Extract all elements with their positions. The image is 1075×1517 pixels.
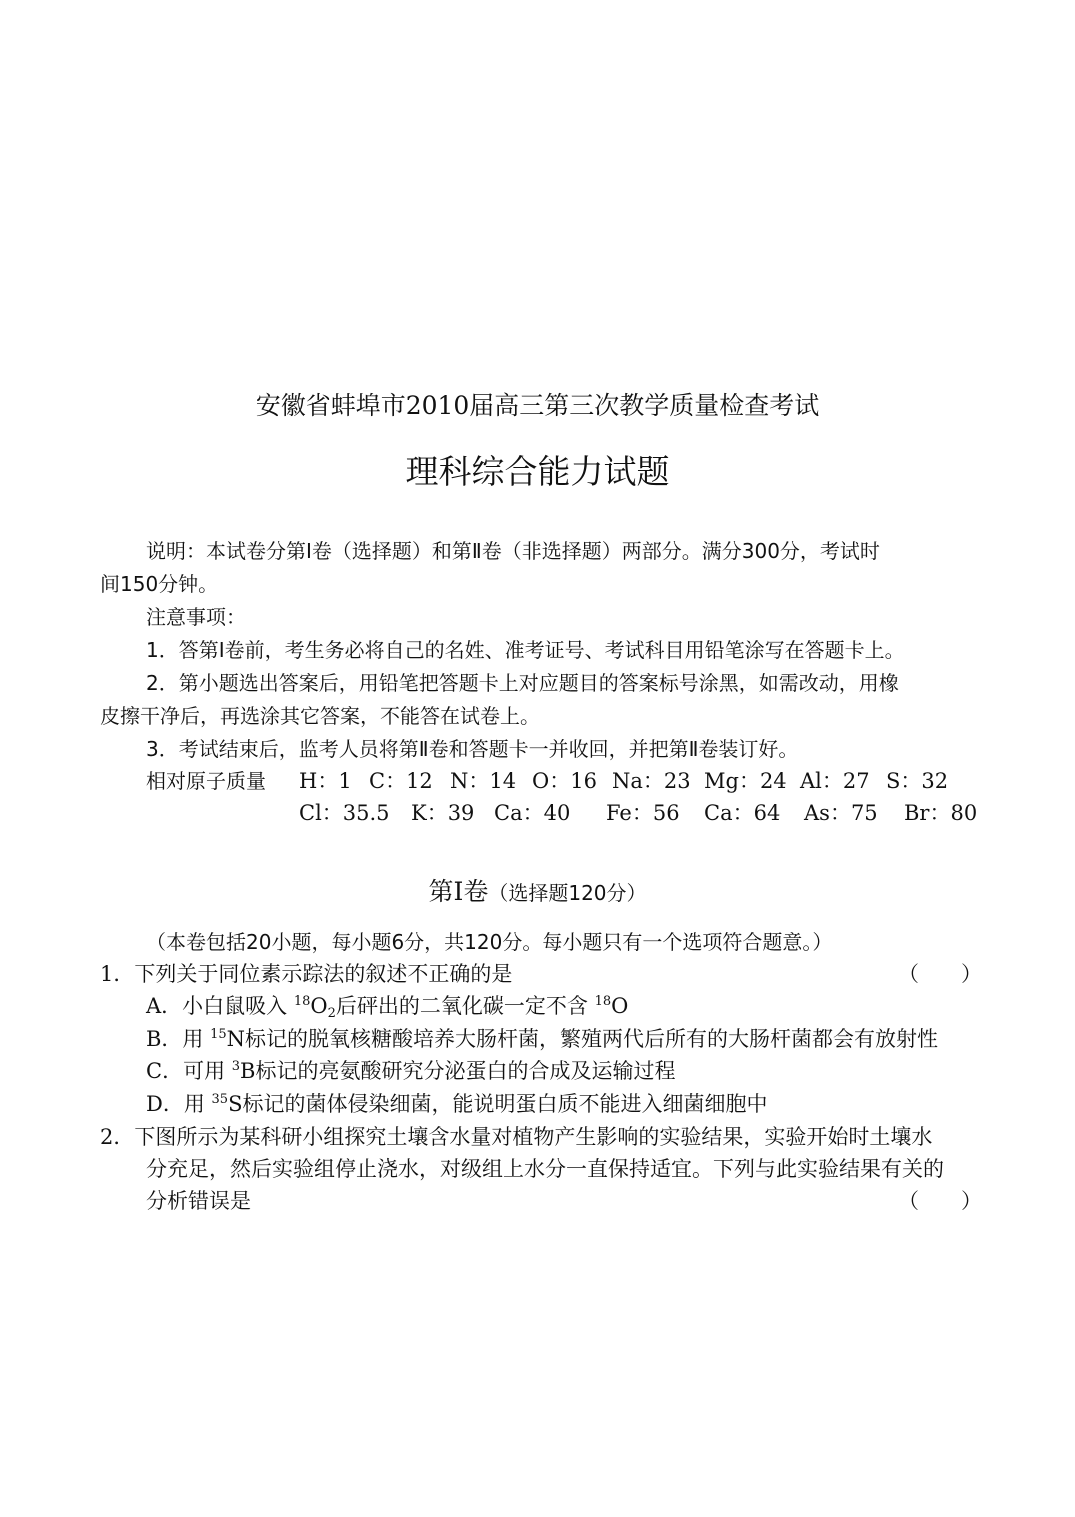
section-heading	[0, 875, 1075, 912]
question-1-option-b: B．用 $^{15}$N标记的脱氧核糖酸培养大肠杆菌，繁殖两代后所有的大肠杆菌都会有放射性	[146, 1027, 939, 1051]
atomic-mass-item: Ca：40	[494, 801, 571, 825]
question-2-answer-paren: （ ）	[898, 1189, 982, 1213]
note-3: 3．考试结束后，监考人员将第Ⅱ卷和答题卡一并收回，并把第Ⅱ卷装订好。	[146, 737, 799, 761]
exam-title: 安徽省蚌埠市2010届高三第三次教学质量检查考试	[255, 391, 820, 420]
atomic-mass-item: Br：80	[904, 801, 978, 825]
atomic-mass-item: Mg：24	[704, 769, 787, 793]
question-2-line-1: 2．下图所示为某科研小组探究土壤含水量对植物产生影响的实验结果，实验开始时土壤水	[100, 1125, 933, 1149]
atomic-mass-item: C：12	[369, 769, 433, 793]
atomic-mass-item: As：75	[804, 801, 878, 825]
description-line-2: 间150分钟。	[100, 572, 219, 596]
notes-heading: 注意事项：	[146, 605, 246, 629]
atomic-mass-item: Ca：64	[704, 801, 781, 825]
paper-title: 理科综合能力试题	[405, 452, 670, 491]
atomic-mass-item: Al：27	[800, 769, 870, 793]
note-2-line-2: 皮擦干净后，再选涂其它答案，不能答在试卷上。	[100, 704, 540, 728]
atomic-mass-item: Na：23	[612, 769, 691, 793]
description-line-1: 说明：本试卷分第Ⅰ卷（选择题）和第Ⅱ卷（非选择题）两部分。满分300分，考试时	[146, 539, 880, 563]
question-1-answer-paren: （ ）	[898, 962, 982, 986]
section-subtitle: （选择题120分）	[488, 881, 647, 905]
question-1-option-a: A．小白鼠吸入 $^{18}O_2$后砰出的二氧化碳一定不含 $^{18}$O	[146, 994, 629, 1021]
atomic-mass-item: Cl：35.5	[299, 801, 390, 825]
atomic-mass-item: N：14	[450, 769, 517, 793]
question-1-stem: 1．下列关于同位素示踪法的叙述不正确的是	[100, 962, 513, 986]
note-2-line-1: 2．第小题选出答案后，用铅笔把答题卡上对应题目的答案标号涂黑，如需改动，用橡	[146, 671, 899, 695]
atomic-mass-item: K：39	[411, 801, 475, 825]
question-2-line-2: 分充足，然后实验组停止浇水，对级组上水分一直保持适宜。下列与此实验结果有关的	[146, 1157, 944, 1181]
atomic-mass-item: S：32	[886, 769, 949, 793]
atomic-mass-item: H：1	[299, 769, 352, 793]
atomic-mass-label: 相对原子质量	[146, 769, 266, 793]
atomic-mass-item: Fe：56	[606, 801, 680, 825]
note-1: 1．答第Ⅰ卷前，考生务必将自己的名姓、准考证号、考试科目用铅笔涂写在答题卡上。	[146, 638, 905, 662]
question-2-line-3: 分析错误是	[146, 1189, 251, 1213]
question-1-option-c: C．可用 $^3$B标记的亮氨酸研究分泌蛋白的合成及运输过程	[146, 1059, 676, 1083]
section-note: （本卷包括20小题，每小题6分，共120分。每小题只有一个选项符合题意。）	[146, 930, 833, 954]
section-title: 第Ⅰ卷	[428, 877, 489, 906]
atomic-mass-item: O：16	[532, 769, 597, 793]
question-1-option-d: D．用 $^{35}$S标记的菌体侵染细菌，能说明蛋白质不能进入细菌细胞中	[146, 1092, 768, 1116]
